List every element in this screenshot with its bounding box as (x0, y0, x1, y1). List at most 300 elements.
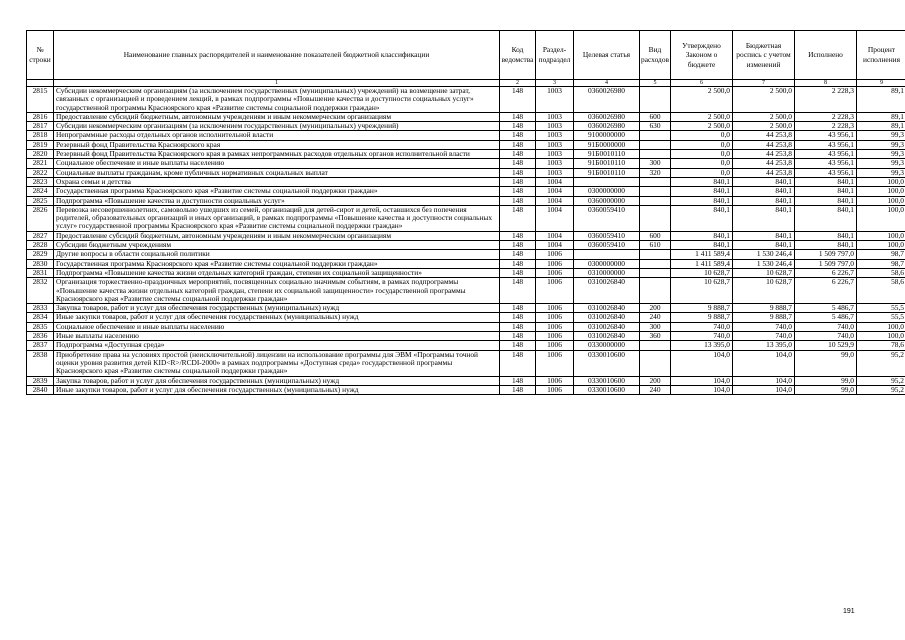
approved-amount-cell: 2 500,0 (671, 122, 733, 131)
row-number-cell: 2825 (27, 196, 54, 205)
target-article-cell: 0360000000 (574, 196, 640, 205)
execution-percent-cell: 55,5 (857, 304, 905, 313)
table-row (27, 259, 905, 268)
expense-type-cell (640, 187, 671, 196)
table-row (27, 168, 905, 177)
executed-amount-cell: 99,0 (795, 350, 857, 376)
department-code-cell: 148 (500, 205, 536, 231)
header-executed: Исполнено (795, 31, 857, 80)
row-number-cell: 2840 (27, 385, 54, 394)
execution-percent-cell: 98,7 (857, 259, 905, 268)
execution-percent-cell: 99,3 (857, 131, 905, 140)
section-cell: 1003 (536, 159, 574, 168)
table-row (27, 322, 905, 331)
header-percent: Процент исполнения (857, 31, 905, 80)
execution-percent-cell: 78,6 (857, 341, 905, 350)
header-department-code: Код ведомства (500, 31, 536, 80)
department-code-cell: 148 (500, 150, 536, 159)
header-expense-type: Вид расходов (640, 31, 671, 80)
approved-amount-cell: 840,1 (671, 196, 733, 205)
row-name-cell: Социальные выплаты гражданам, кроме публичных нормативных социальных выплат (54, 168, 500, 177)
target-article-cell: 0330010600 (574, 350, 640, 376)
execution-percent-cell: 99,3 (857, 159, 905, 168)
row-number-cell: 2820 (27, 150, 54, 159)
budget-list-amount-cell: 13 395,0 (733, 341, 795, 350)
approved-amount-cell: 10 628,7 (671, 268, 733, 277)
row-number-cell: 2837 (27, 341, 54, 350)
approved-amount-cell: 0,0 (671, 168, 733, 177)
executed-amount-cell: 43 956,1 (795, 150, 857, 159)
executed-amount-cell: 2 228,3 (795, 122, 857, 131)
budget-list-amount-cell: 44 253,8 (733, 150, 795, 159)
target-article-cell: 0310026840 (574, 278, 640, 304)
executed-amount-cell: 840,1 (795, 241, 857, 250)
executed-amount-cell: 5 486,7 (795, 313, 857, 322)
execution-percent-cell: 58,6 (857, 268, 905, 277)
budget-list-amount-cell: 2 500,0 (733, 112, 795, 121)
execution-percent-cell: 99,3 (857, 150, 905, 159)
department-code-cell: 148 (500, 313, 536, 322)
budget-list-amount-cell: 44 253,8 (733, 140, 795, 149)
section-cell: 1006 (536, 322, 574, 331)
section-cell: 1006 (536, 304, 574, 313)
department-code-cell: 148 (500, 341, 536, 350)
table-row (27, 122, 905, 131)
row-number-cell: 2815 (27, 87, 54, 113)
row-name-cell: Охрана семьи и детства (54, 177, 500, 186)
executed-amount-cell: 43 956,1 (795, 168, 857, 177)
table-row (27, 87, 905, 113)
section-cell: 1004 (536, 205, 574, 231)
row-name-cell: Государственная программа Красноярского края «Развитие системы социальной поддержки граждан» (54, 187, 500, 196)
target-article-cell: 0310026840 (574, 304, 640, 313)
target-article-cell: 0310000000 (574, 268, 640, 277)
budget-list-amount-cell: 104,0 (733, 350, 795, 376)
execution-percent-cell: 95,2 (857, 385, 905, 394)
row-name-cell: Подпрограмма «Доступная среда» (54, 341, 500, 350)
row-name-cell: Предоставление субсидий бюджетным, автономным учреждениям и иным некоммерческим организациям (54, 231, 500, 240)
target-article-cell: 91Б0010110 (574, 168, 640, 177)
row-number-cell: 2836 (27, 332, 54, 341)
row-number-cell: 2827 (27, 231, 54, 240)
header-section: Раздел-подраздел (536, 31, 574, 80)
section-cell: 1006 (536, 268, 574, 277)
expense-type-cell (640, 196, 671, 205)
department-code-cell: 148 (500, 231, 536, 240)
table-row (27, 250, 905, 259)
row-name-cell: Иные выплаты населению (54, 332, 500, 341)
section-cell: 1006 (536, 250, 574, 259)
department-code-cell: 148 (500, 322, 536, 331)
section-cell: 1004 (536, 231, 574, 240)
budget-list-amount-cell: 44 253,8 (733, 131, 795, 140)
section-cell: 1004 (536, 187, 574, 196)
execution-percent-cell: 89,1 (857, 87, 905, 113)
approved-amount-cell: 840,1 (671, 231, 733, 240)
budget-list-amount-cell: 840,1 (733, 205, 795, 231)
approved-amount-cell: 13 395,0 (671, 341, 733, 350)
executed-amount-cell: 840,1 (795, 196, 857, 205)
target-article-cell: 0360026980 (574, 122, 640, 131)
row-number-cell: 2823 (27, 177, 54, 186)
table-row (27, 177, 905, 186)
budget-list-amount-cell: 9 888,7 (733, 313, 795, 322)
header-row-number: № строки (27, 31, 54, 80)
table-row (27, 112, 905, 121)
table-row (27, 241, 905, 250)
target-article-cell: 0360059410 (574, 231, 640, 240)
executed-amount-cell: 5 486,7 (795, 304, 857, 313)
target-article-cell: 91Б0010110 (574, 150, 640, 159)
section-cell: 1006 (536, 385, 574, 394)
table-row (27, 159, 905, 168)
target-article-cell: 0360059410 (574, 205, 640, 231)
department-code-cell: 148 (500, 350, 536, 376)
expense-type-cell (640, 131, 671, 140)
execution-percent-cell: 99,3 (857, 140, 905, 149)
executed-amount-cell: 43 956,1 (795, 140, 857, 149)
section-cell: 1006 (536, 259, 574, 268)
department-code-cell: 148 (500, 159, 536, 168)
target-article-cell: 0330000000 (574, 341, 640, 350)
table-row (27, 376, 905, 385)
budget-list-amount-cell: 44 253,8 (733, 159, 795, 168)
budget-list-amount-cell: 840,1 (733, 177, 795, 186)
table-row (27, 332, 905, 341)
table-row (27, 385, 905, 394)
executed-amount-cell: 99,0 (795, 385, 857, 394)
approved-amount-cell: 1 411 589,4 (671, 259, 733, 268)
row-name-cell: Иные закупки товаров, работ и услуг для обеспечения государственных (муниципальных) нужд (54, 385, 500, 394)
approved-amount-cell: 2 500,0 (671, 87, 733, 113)
execution-percent-cell: 95,2 (857, 350, 905, 376)
execution-percent-cell: 100,0 (857, 322, 905, 331)
expense-type-cell (640, 278, 671, 304)
target-article-cell (574, 250, 640, 259)
approved-amount-cell: 740,0 (671, 322, 733, 331)
execution-percent-cell: 100,0 (857, 332, 905, 341)
department-code-cell: 148 (500, 177, 536, 186)
expense-type-cell: 240 (640, 385, 671, 394)
row-name-cell: Закупка товаров, работ и услуг для обеспечения государственных (муниципальных) нужд (54, 304, 500, 313)
executed-amount-cell: 740,0 (795, 332, 857, 341)
target-article-cell: 0360026980 (574, 112, 640, 121)
section-cell: 1006 (536, 332, 574, 341)
row-number-cell: 2824 (27, 187, 54, 196)
expense-type-cell (640, 268, 671, 277)
section-cell: 1003 (536, 112, 574, 121)
expense-type-cell: 360 (640, 332, 671, 341)
section-cell: 1006 (536, 350, 574, 376)
row-name-cell: Иные закупки товаров, работ и услуг для обеспечения государственных (муниципальных) нужд (54, 313, 500, 322)
column-number: 8 (795, 80, 857, 87)
target-article-cell: 0310026840 (574, 313, 640, 322)
executed-amount-cell: 840,1 (795, 205, 857, 231)
department-code-cell: 148 (500, 122, 536, 131)
execution-percent-cell: 100,0 (857, 231, 905, 240)
row-number-cell: 2828 (27, 241, 54, 250)
row-name-cell: Перевозка несовершеннолетних, самовольно ушедших из семей, организаций для детей-сирот и детей, оставшихся без попечения родителей, образовательных организаций и иных организаций, в рамках подпрограммы «Повышение качества и доступности социальных услуг» государственной программы Красноярского края «Развитие системы социальной поддержки граждан» (54, 205, 500, 231)
department-code-cell: 148 (500, 268, 536, 277)
approved-amount-cell: 0,0 (671, 159, 733, 168)
row-name-cell: Непрограммные расходы отдельных органов исполнительной власти (54, 131, 500, 140)
row-number-cell: 2821 (27, 159, 54, 168)
row-number-cell: 2839 (27, 376, 54, 385)
department-code-cell: 148 (500, 304, 536, 313)
header-row (27, 31, 905, 80)
execution-percent-cell: 100,0 (857, 205, 905, 231)
executed-amount-cell: 10 529,9 (795, 341, 857, 350)
execution-percent-cell: 100,0 (857, 177, 905, 186)
section-cell: 1003 (536, 87, 574, 113)
budget-list-amount-cell: 840,1 (733, 231, 795, 240)
row-name-cell: Субсидии некоммерческим организациям (за исключением государственных (муниципальных) учреждений) на возмещение затрат, связанных с организацией и проведением лекций, в рамках подпрограммы «Повышение качества и доступности социальных услуг» государственной программы Красноярского края «Развитие системы социальной поддержки граждан» (54, 87, 500, 113)
section-cell: 1003 (536, 131, 574, 140)
column-number: 3 (536, 80, 574, 87)
execution-percent-cell: 89,1 (857, 122, 905, 131)
expense-type-cell (640, 250, 671, 259)
section-cell: 1003 (536, 122, 574, 131)
expense-type-cell (640, 87, 671, 113)
expense-type-cell (640, 177, 671, 186)
row-name-cell: Организация торжественно-праздничных мероприятий, посвященных социально значимым событиям, в рамках подпрограммы «Повышение качества жизни отдельных категорий граждан, степени их социальной защищенности» государственной программы Красноярского края «Развитие системы социальной поддержки граждан» (54, 278, 500, 304)
page-number: 191 (843, 608, 855, 615)
section-cell: 1003 (536, 140, 574, 149)
row-name-cell: Резервный фонд Правительства Красноярского края в рамках непрограммных расходов отдельных органов исполнительной власти (54, 150, 500, 159)
row-number-cell: 2832 (27, 278, 54, 304)
expense-type-cell (640, 350, 671, 376)
department-code-cell: 148 (500, 332, 536, 341)
column-number: 2 (500, 80, 536, 87)
budget-list-amount-cell: 104,0 (733, 385, 795, 394)
table-row (27, 350, 905, 376)
budget-list-amount-cell: 740,0 (733, 322, 795, 331)
row-number-cell: 2834 (27, 313, 54, 322)
approved-amount-cell: 104,0 (671, 385, 733, 394)
budget-list-amount-cell: 10 628,7 (733, 268, 795, 277)
execution-percent-cell: 100,0 (857, 241, 905, 250)
section-cell: 1006 (536, 278, 574, 304)
row-number-cell: 2831 (27, 268, 54, 277)
approved-amount-cell: 2 500,0 (671, 112, 733, 121)
column-number: 6 (671, 80, 733, 87)
target-article-cell: 0360026980 (574, 87, 640, 113)
row-number-cell: 2817 (27, 122, 54, 131)
expense-type-cell (640, 341, 671, 350)
row-name-cell: Подпрограмма «Повышение качества жизни отдельных категорий граждан, степени их социальной защищенности» (54, 268, 500, 277)
section-cell: 1006 (536, 341, 574, 350)
expense-type-cell: 320 (640, 168, 671, 177)
section-cell: 1006 (536, 313, 574, 322)
budget-list-amount-cell: 840,1 (733, 187, 795, 196)
target-article-cell: 0330010600 (574, 385, 640, 394)
budget-list-amount-cell: 840,1 (733, 241, 795, 250)
department-code-cell: 148 (500, 250, 536, 259)
row-number-cell: 2829 (27, 250, 54, 259)
executed-amount-cell: 99,0 (795, 376, 857, 385)
executed-amount-cell: 43 956,1 (795, 131, 857, 140)
approved-amount-cell: 10 628,7 (671, 278, 733, 304)
approved-amount-cell: 104,0 (671, 350, 733, 376)
expense-type-cell: 600 (640, 112, 671, 121)
approved-amount-cell: 840,1 (671, 177, 733, 186)
expense-type-cell: 240 (640, 313, 671, 322)
row-number-cell: 2826 (27, 205, 54, 231)
column-number: 5 (640, 80, 671, 87)
execution-percent-cell: 100,0 (857, 187, 905, 196)
budget-list-amount-cell: 9 888,7 (733, 304, 795, 313)
execution-percent-cell: 100,0 (857, 196, 905, 205)
section-cell: 1006 (536, 376, 574, 385)
approved-amount-cell: 9 888,7 (671, 304, 733, 313)
column-number: 9 (857, 80, 905, 87)
section-cell: 1004 (536, 196, 574, 205)
execution-percent-cell: 99,3 (857, 168, 905, 177)
expense-type-cell (640, 140, 671, 149)
target-article-cell: 0300000000 (574, 187, 640, 196)
department-code-cell: 148 (500, 140, 536, 149)
department-code-cell: 148 (500, 112, 536, 121)
approved-amount-cell: 0,0 (671, 140, 733, 149)
table-row (27, 313, 905, 322)
approved-amount-cell: 1 411 589,4 (671, 250, 733, 259)
row-number-cell: 2816 (27, 112, 54, 121)
table-row (27, 140, 905, 149)
expense-type-cell: 600 (640, 231, 671, 240)
budget-list-amount-cell: 44 253,8 (733, 168, 795, 177)
execution-percent-cell: 89,1 (857, 112, 905, 121)
expense-type-cell: 610 (640, 241, 671, 250)
budget-list-amount-cell: 10 628,7 (733, 278, 795, 304)
budget-list-amount-cell: 104,0 (733, 376, 795, 385)
budget-list-amount-cell: 1 530 246,4 (733, 259, 795, 268)
budget-list-amount-cell: 2 500,0 (733, 87, 795, 113)
section-cell: 1003 (536, 150, 574, 159)
target-article-cell: 0310026840 (574, 322, 640, 331)
table-row (27, 131, 905, 140)
executed-amount-cell: 840,1 (795, 231, 857, 240)
row-name-cell: Социальное обеспечение и иные выплаты населению (54, 322, 500, 331)
target-article-cell: 0310026840 (574, 332, 640, 341)
row-name-cell: Другие вопросы в области социальной политики (54, 250, 500, 259)
executed-amount-cell: 840,1 (795, 177, 857, 186)
row-number-cell: 2822 (27, 168, 54, 177)
row-number-cell: 2818 (27, 131, 54, 140)
target-article-cell: 9100000000 (574, 131, 640, 140)
row-number-cell: 2835 (27, 322, 54, 331)
budget-list-amount-cell: 840,1 (733, 196, 795, 205)
table-row (27, 205, 905, 231)
execution-percent-cell: 98,7 (857, 250, 905, 259)
row-name-cell: Закупка товаров, работ и услуг для обеспечения государственных (муниципальных) нужд (54, 376, 500, 385)
table-row (27, 278, 905, 304)
execution-percent-cell: 58,6 (857, 278, 905, 304)
column-number-row (27, 80, 905, 87)
department-code-cell: 148 (500, 196, 536, 205)
department-code-cell: 148 (500, 259, 536, 268)
expense-type-cell (640, 205, 671, 231)
approved-amount-cell: 0,0 (671, 131, 733, 140)
expense-type-cell: 300 (640, 159, 671, 168)
section-cell: 1004 (536, 177, 574, 186)
approved-amount-cell: 840,1 (671, 205, 733, 231)
row-name-cell: Государственная программа Красноярского края «Развитие системы социальной поддержки граждан» (54, 259, 500, 268)
expense-type-cell: 630 (640, 122, 671, 131)
department-code-cell: 148 (500, 187, 536, 196)
row-name-cell: Приобретение права на условиях простой (неисключительной) лицензии на использование программы для ЭВМ «Программы точной оценки уровня развития детей KID<R>/RCDI-2000» в рамках подпрограммы «Доступная среда» государственной программы Красноярского края «Развитие системы социальной поддержки граждан» (54, 350, 500, 376)
executed-amount-cell: 6 226,7 (795, 268, 857, 277)
executed-amount-cell: 740,0 (795, 322, 857, 331)
expense-type-cell: 300 (640, 322, 671, 331)
department-code-cell: 148 (500, 385, 536, 394)
expense-type-cell: 200 (640, 304, 671, 313)
approved-amount-cell: 104,0 (671, 376, 733, 385)
expense-type-cell: 200 (640, 376, 671, 385)
target-article-cell: 91Б0000000 (574, 140, 640, 149)
executed-amount-cell: 2 228,3 (795, 112, 857, 121)
table-body (27, 87, 905, 395)
executed-amount-cell: 2 228,3 (795, 87, 857, 113)
table-row (27, 150, 905, 159)
row-number-cell: 2838 (27, 350, 54, 376)
executed-amount-cell: 43 956,1 (795, 159, 857, 168)
executed-amount-cell: 840,1 (795, 187, 857, 196)
executed-amount-cell: 1 509 797,0 (795, 250, 857, 259)
row-name-cell: Подпрограмма «Повышение качества и доступности социальных услуг» (54, 196, 500, 205)
row-number-cell: 2833 (27, 304, 54, 313)
department-code-cell: 148 (500, 376, 536, 385)
row-name-cell: Субсидии некоммерческим организациям (за исключением государственных (муниципальных) учреждений) (54, 122, 500, 131)
executed-amount-cell: 6 226,7 (795, 278, 857, 304)
target-article-cell: 0360059410 (574, 241, 640, 250)
table-row (27, 268, 905, 277)
approved-amount-cell: 0,0 (671, 150, 733, 159)
target-article-cell (574, 177, 640, 186)
row-name-cell: Резервный фонд Правительства Красноярского края (54, 140, 500, 149)
executed-amount-cell: 1 509 797,0 (795, 259, 857, 268)
header-target-article: Целевая статья (574, 31, 640, 80)
row-name-cell: Предоставление субсидий бюджетным, автономным учреждениям и иным некоммерческим организациям (54, 112, 500, 121)
section-cell: 1003 (536, 168, 574, 177)
budget-list-amount-cell: 740,0 (733, 332, 795, 341)
row-number-cell: 2819 (27, 140, 54, 149)
budget-list-amount-cell: 2 500,0 (733, 122, 795, 131)
department-code-cell: 148 (500, 168, 536, 177)
department-code-cell: 148 (500, 131, 536, 140)
department-code-cell: 148 (500, 87, 536, 113)
approved-amount-cell: 840,1 (671, 187, 733, 196)
execution-percent-cell: 55,5 (857, 313, 905, 322)
header-approved: Утверждено Законом о бюджете (671, 31, 733, 80)
column-number: 4 (574, 80, 640, 87)
target-article-cell: 0330010600 (574, 376, 640, 385)
expense-type-cell (640, 259, 671, 268)
section-cell: 1004 (536, 241, 574, 250)
table-row (27, 187, 905, 196)
table-row (27, 196, 905, 205)
header-name: Наименование главных распорядителей и наименование показателей бюджетной классификации (54, 31, 500, 80)
approved-amount-cell: 9 888,7 (671, 313, 733, 322)
row-name-cell: Субсидии бюджетным учреждениям (54, 241, 500, 250)
column-number: 7 (733, 80, 795, 87)
table-row (27, 341, 905, 350)
table-row (27, 304, 905, 313)
row-number-cell: 2830 (27, 259, 54, 268)
column-number: 1 (54, 80, 500, 87)
approved-amount-cell: 840,1 (671, 241, 733, 250)
expense-type-cell (640, 150, 671, 159)
approved-amount-cell: 740,0 (671, 332, 733, 341)
